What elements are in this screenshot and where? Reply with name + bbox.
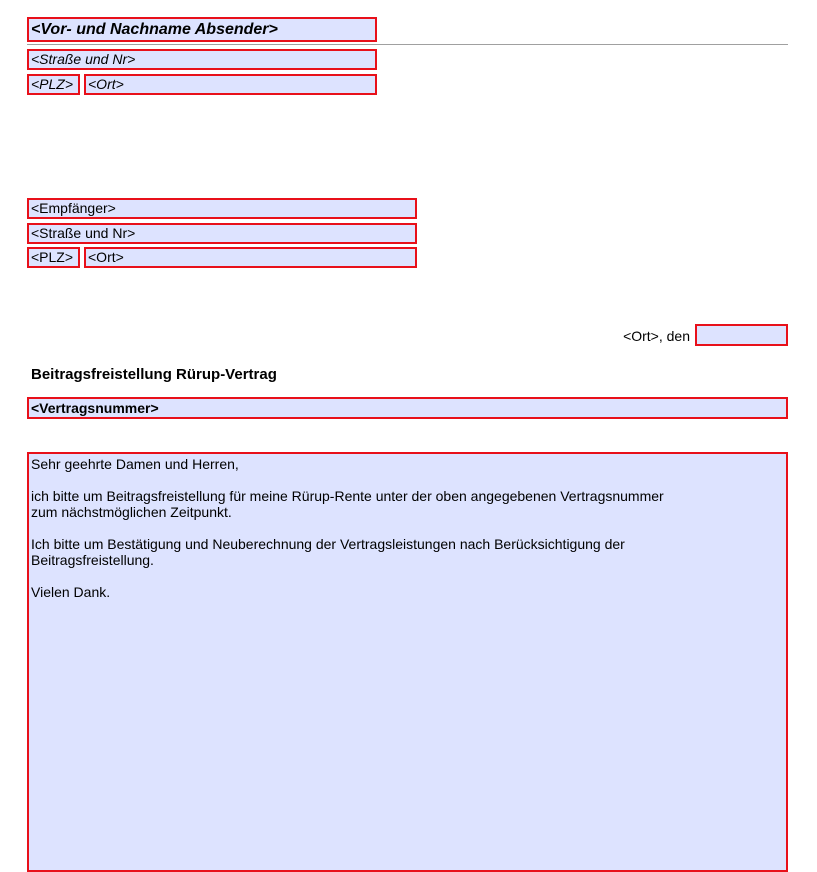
sender-street-field[interactable]: <Straße und Nr> [27, 49, 377, 70]
sender-zip-field[interactable]: <PLZ> [27, 74, 80, 95]
subject-heading: Beitragsfreistellung Rürup-Vertrag [31, 366, 277, 383]
recipient-city-field[interactable]: <Ort> [84, 247, 417, 268]
date-field[interactable] [695, 324, 788, 346]
recipient-name-field[interactable]: <Empfänger> [27, 198, 417, 219]
sender-city-field[interactable]: <Ort> [84, 74, 377, 95]
closing-text: Vielen Dank. [31, 584, 111, 600]
recipient-street-field[interactable]: <Straße und Nr> [27, 223, 417, 244]
paragraph-1 [31, 488, 784, 520]
salutation-text: Sehr geehrte Damen und Herren, [31, 456, 239, 472]
paragraph-1-line-2: zum nächstmöglichen Zeitpunkt. [31, 504, 232, 520]
paragraph-2 [31, 536, 784, 568]
sender-name-field[interactable]: <Vor- und Nachname Absender> [27, 17, 377, 42]
contract-number-field[interactable]: <Vertragsnummer> [27, 397, 788, 419]
date-place-label: <Ort>, den [623, 328, 690, 344]
paragraph-1-line-1: ich bitte um Beitragsfreistellung für meine Rürup-Rente unter der oben angegebenen Vertragsnummer [31, 488, 664, 504]
letter-body-field[interactable] [27, 452, 788, 872]
paragraph-2-line-2: Beitragsfreistellung. [31, 552, 154, 568]
paragraph-2-line-1: Ich bitte um Bestätigung und Neuberechnung der Vertragsleistungen nach Berücksichtigung der [31, 536, 625, 552]
recipient-zip-field[interactable]: <PLZ> [27, 247, 80, 268]
sender-divider [27, 44, 788, 45]
